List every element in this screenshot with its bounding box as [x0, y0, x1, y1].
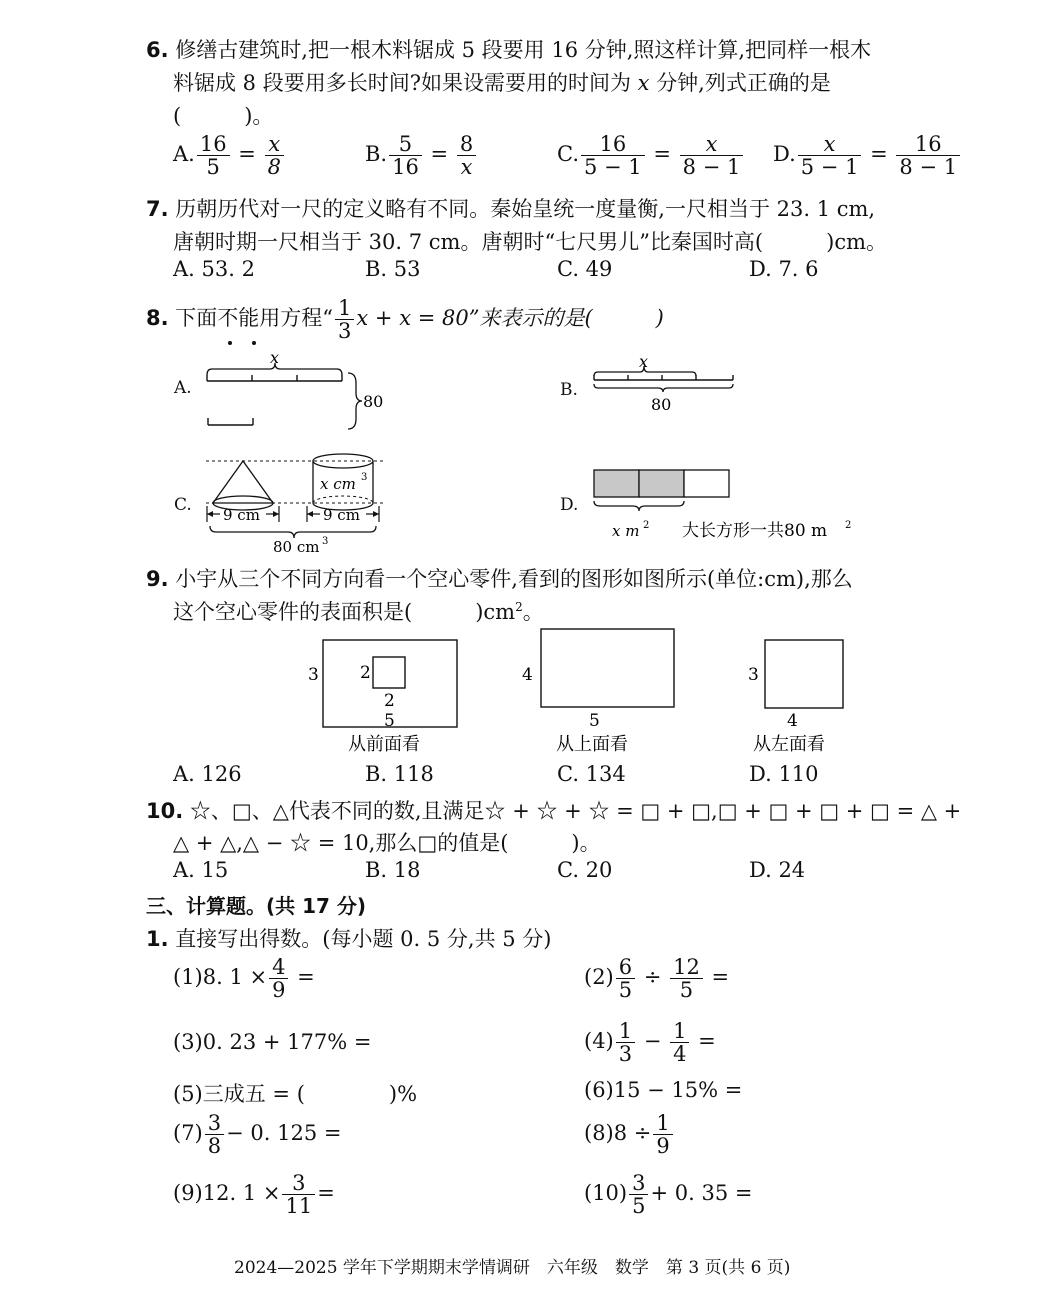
q9-option-d[interactable]: D. 110	[749, 762, 819, 786]
q8-c-total: 80 cm	[273, 538, 320, 556]
q9-views	[300, 620, 860, 760]
calc-item-4: (4) $\frac{1}{3}$ − $\frac{1}{4}$ =	[584, 1019, 716, 1066]
q8-option-d-label[interactable]: D.	[560, 495, 579, 515]
q8-option-d-diagram	[588, 462, 868, 547]
q8-a-x: x	[270, 348, 280, 367]
cylinder-shape	[313, 454, 373, 510]
q8-c-total-sup: 3	[322, 536, 329, 547]
q6-line1: 6. 修缮古建筑时,把一根木料锯成 5 段要用 16 分钟,照这样计算,把同样一根木	[146, 38, 872, 62]
fraction: $\frac{1}{3}$	[616, 1020, 635, 1065]
q7-option-c[interactable]: C. 49	[557, 257, 613, 281]
fraction: $\frac{16}{5}$	[197, 133, 230, 178]
q8-a-total: 80	[363, 392, 384, 411]
q8-option-a-diagram	[200, 345, 400, 435]
q6-option-a[interactable]: A. $\frac{16}{5}$ = $\frac{x}{8}$	[173, 133, 286, 178]
fraction: $\frac{4}{9}$	[269, 956, 288, 1001]
svg-text:从前面看: 从前面看	[348, 734, 420, 755]
fraction: $\frac{16}{5 - 1}$	[581, 133, 645, 178]
q7-line2: 唐朝时期一尺相当于 30. 7 cm。唐朝时“七尺男儿”比秦国时高( )cm。	[173, 230, 887, 254]
fraction: $\frac{3}{5}$	[629, 1172, 648, 1217]
q8-d-part: x m	[612, 522, 640, 540]
fraction: $\frac{12}{5}$	[670, 956, 703, 1001]
fraction: $\frac{x}{5 - 1}$	[798, 133, 862, 178]
fraction: $\frac{3}{11}$	[282, 1172, 315, 1217]
q6-option-c[interactable]: C. $\frac{16}{5 - 1}$ = $\frac{x}{8 - 1}$	[557, 133, 745, 178]
fraction: $\frac{1}{9}$	[653, 1112, 672, 1157]
q8-c-w2: 9 cm	[323, 506, 360, 524]
page-footer: 2024—2025 学年下学期期末学情调研 六年级 数学 第 3 页(共 6 页)	[234, 1258, 791, 1278]
fraction: $\frac{6}{5}$	[616, 956, 635, 1001]
q8-c-w1: 9 cm	[223, 506, 260, 524]
q6-option-b[interactable]: B. $\frac{5}{16}$ = $\frac{8}{x}$	[365, 133, 478, 178]
svg-text:5: 5	[589, 711, 600, 731]
fraction: $\frac{1}{3}$	[335, 297, 354, 342]
q8-option-c-label[interactable]: C.	[174, 495, 192, 515]
left-view	[748, 640, 843, 755]
svg-text:5: 5	[384, 711, 395, 731]
calc-item-3: (3)0. 23 + 177% =	[173, 1030, 372, 1054]
calc-item-1: (1)8. 1 × $\frac{4}{9}$ =	[173, 955, 315, 1002]
q8-option-b-diagram	[588, 350, 748, 420]
q8-b-total: 80	[651, 395, 672, 414]
q10-option-a[interactable]: A. 15	[173, 858, 229, 882]
fraction: $\frac{5}{16}$	[389, 133, 422, 178]
svg-text:2: 2	[384, 691, 395, 711]
svg-text:4: 4	[787, 711, 798, 731]
top-view	[522, 629, 674, 755]
q9-line2: 这个空心零件的表面积是( )$cm^2$。	[173, 600, 544, 624]
q8-stem: 8. 下面不能用方程“ $\frac{1}{3}$ x + x = 80”来表示的是( )	[146, 296, 664, 343]
q9-option-a[interactable]: A. 126	[173, 762, 242, 786]
fraction: $\frac{16}{8 - 1}$	[896, 133, 960, 178]
calc-title: 1. 直接写出得数。(每小题 0. 5 分,共 5 分)	[146, 927, 552, 951]
svg-text:3: 3	[748, 665, 759, 685]
fraction: $\frac{1}{4}$	[670, 1020, 689, 1065]
cone-shape	[213, 461, 273, 510]
calc-item-6: (6)15 − 15% =	[584, 1078, 743, 1102]
svg-text:2: 2	[360, 663, 371, 683]
q9-option-b[interactable]: B. 118	[365, 762, 434, 786]
svg-text:从上面看: 从上面看	[556, 734, 628, 755]
q7-line1: 7. 历朝历代对一尺的定义略有不同。秦始皇统一度量衡,一尺相当于 23. 1 cm,	[146, 197, 876, 221]
q6-line2: 料锯成 8 段要用多长时间?如果设需要用的时间为 x 分钟,列式正确的是	[173, 71, 831, 95]
fraction: $\frac{3}{8}$	[205, 1112, 224, 1157]
q8-b-x: x	[639, 352, 649, 371]
q10-option-b[interactable]: B. 18	[365, 858, 421, 882]
svg-text:4: 4	[522, 665, 533, 685]
q9-line1: 9. 小宇从三个不同方向看一个空心零件,看到的图形如图所示(单位:cm),那么	[146, 567, 853, 591]
calc-item-8: (8)8 ÷ $\frac{1}{9}$	[584, 1112, 675, 1157]
q8-d-text: 大长方形一共80 m	[682, 521, 828, 541]
fraction: $\frac{8}{x}$	[457, 133, 476, 178]
q10-line2: △ + △,△ − ☆ = 10,那么□的值是( )。	[173, 831, 601, 855]
calc-item-7: (7) $\frac{3}{8}$ − 0. 125 =	[173, 1111, 342, 1158]
q8-c-cyl-sup: 3	[361, 472, 368, 483]
q8-option-b-label[interactable]: B.	[560, 380, 578, 400]
q8-option-c-diagram	[200, 448, 390, 558]
emphasis-dotted: 不能	[217, 306, 260, 330]
q7-option-a[interactable]: A. 53. 2	[173, 257, 255, 281]
calc-item-10: (10) $\frac{3}{5}$ + 0. 35 =	[584, 1171, 753, 1218]
q7-option-d[interactable]: D. 7. 6	[749, 257, 819, 281]
q10-line1: 10. ☆、□、△代表不同的数,且满足☆ + ☆ + ☆ = □ + □,□ + □ + □ + □ = △ +	[146, 799, 962, 823]
front-view	[308, 640, 457, 755]
calc-item-5: (5)三成五 = ( )%	[173, 1082, 418, 1106]
q8-d-part-sup: 2	[643, 520, 650, 531]
fraction: $\frac{x}{8}$	[265, 133, 284, 178]
section-title: 三、计算题。(共 17 分)	[146, 894, 367, 918]
q9-option-c[interactable]: C. 134	[557, 762, 626, 786]
q8-option-a-label[interactable]: A.	[174, 378, 192, 398]
q8-d-text-sup: 2	[845, 520, 852, 531]
q10-option-d[interactable]: D. 24	[749, 858, 806, 882]
calc-item-9: (9)12. 1 × $\frac{3}{11}$ =	[173, 1171, 335, 1218]
svg-text:从左面看: 从左面看	[753, 734, 825, 755]
q7-option-b[interactable]: B. 53	[365, 257, 421, 281]
fraction: $\frac{x}{8 - 1}$	[680, 133, 744, 178]
q6-blank: ( )。	[173, 104, 274, 128]
q6-option-d[interactable]: D. $\frac{x}{5 - 1}$ = $\frac{16}{8 - 1}$	[773, 133, 962, 178]
q8-c-cyl-label: x cm	[320, 475, 356, 493]
calc-item-2: (2) $\frac{6}{5}$ ÷ $\frac{12}{5}$ =	[584, 955, 730, 1002]
svg-text:3: 3	[308, 665, 319, 685]
q10-option-c[interactable]: C. 20	[557, 858, 613, 882]
